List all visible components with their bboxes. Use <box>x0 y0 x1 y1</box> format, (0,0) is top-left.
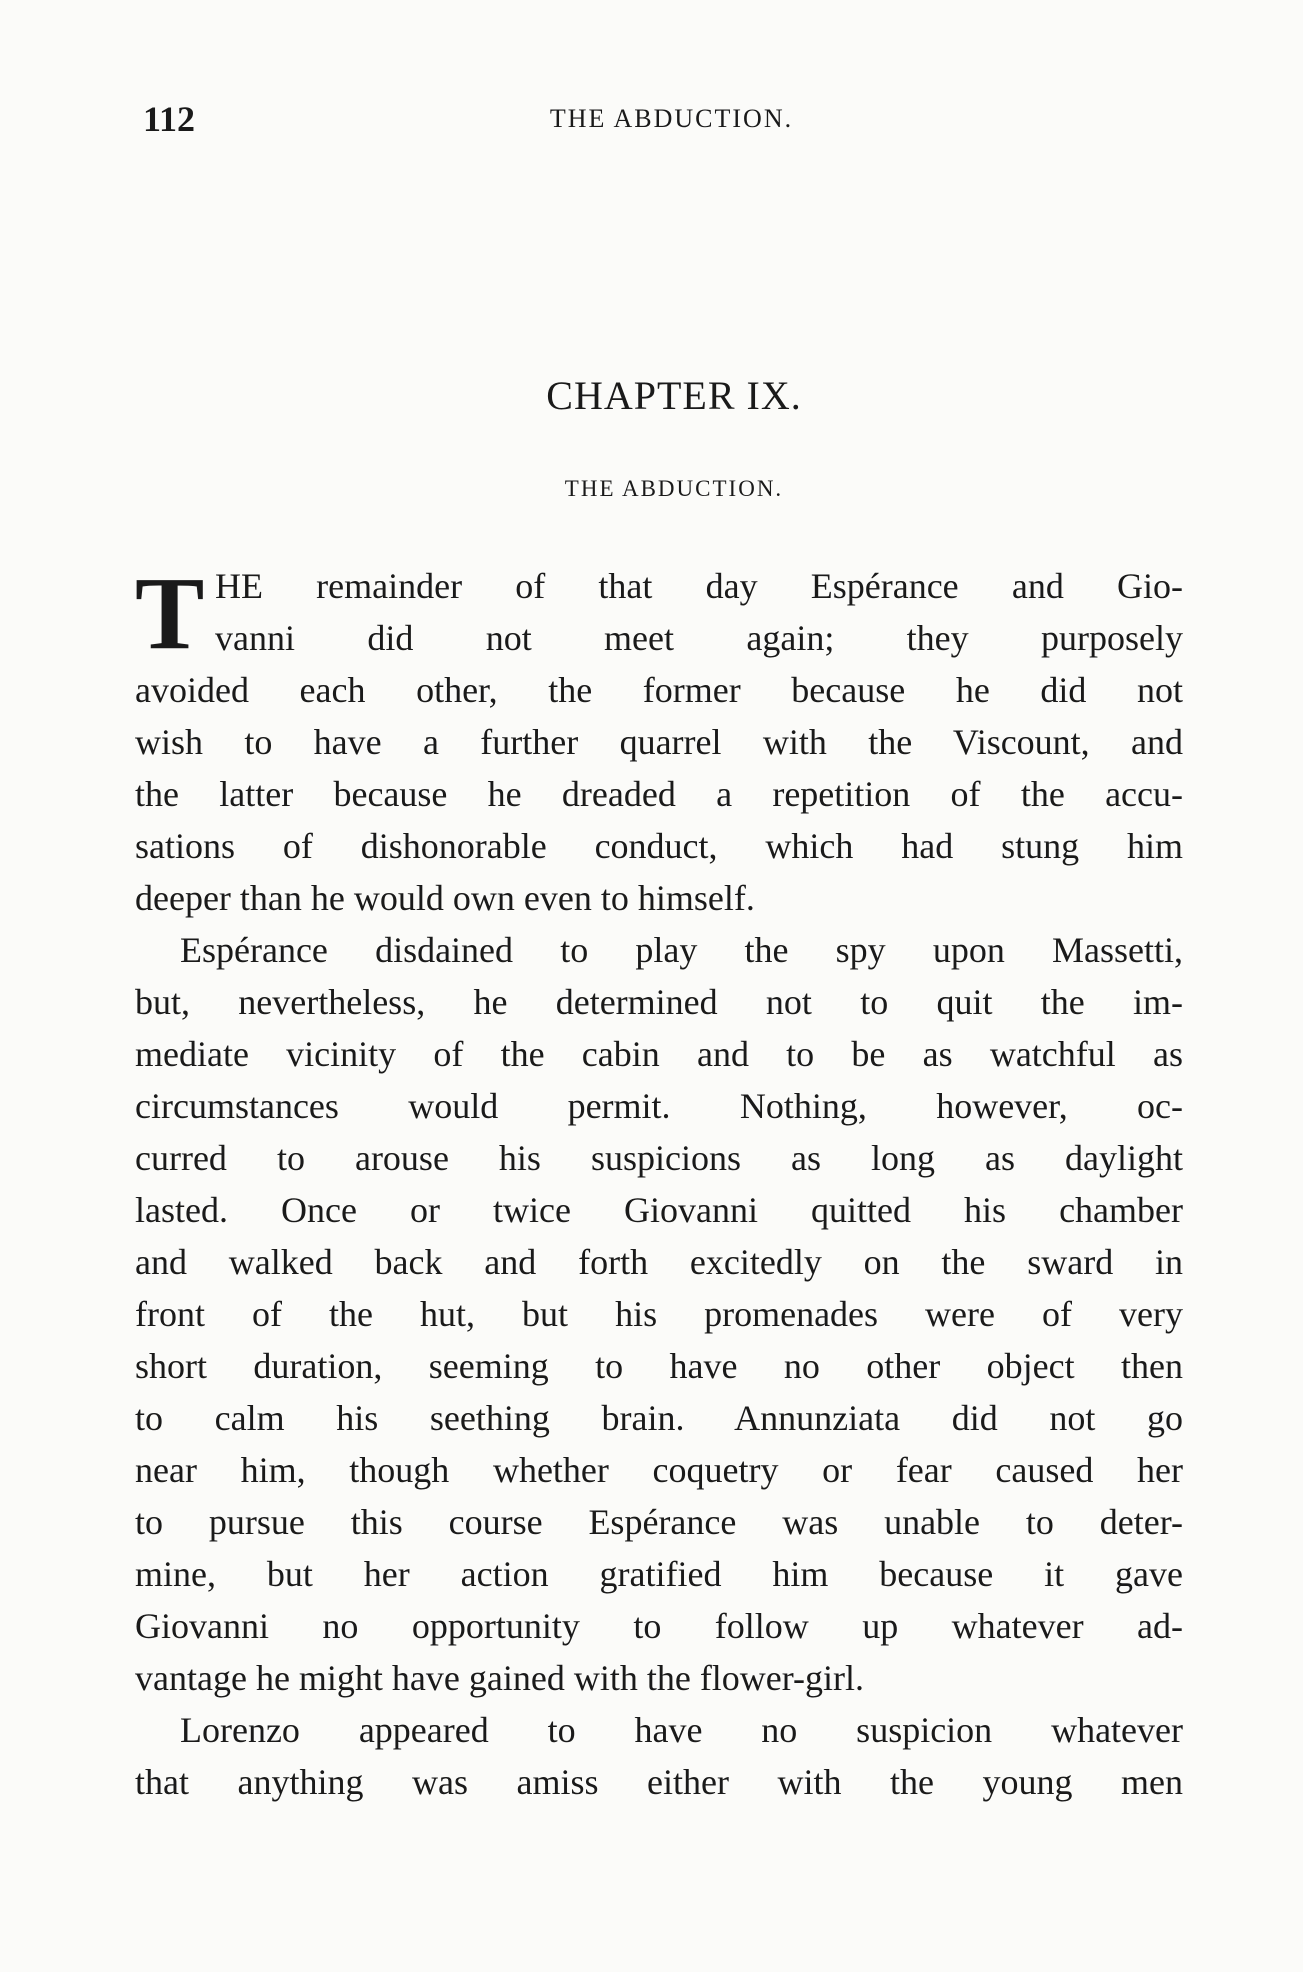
text-line: the latter because he dreaded a repetition of the accu- <box>135 774 1183 814</box>
body-text <box>135 556 1183 1808</box>
text-line: front of the hut, but his promenades were of very <box>135 1294 1183 1334</box>
text-line: curred to arouse his suspicions as long as daylight <box>135 1138 1183 1178</box>
text-line: Giovanni no opportunity to follow up whatever ad- <box>135 1606 1183 1646</box>
text-line: but, nevertheless, he determined not to quit the im- <box>135 982 1183 1022</box>
text-line: and walked back and forth excitedly on the sward in <box>135 1242 1183 1282</box>
text-line: sations of dishonorable conduct, which had stung him <box>135 826 1183 866</box>
text-line: avoided each other, the former because he did not <box>135 670 1183 710</box>
running-head <box>0 98 1303 142</box>
chapter-subtitle: THE ABDUCTION. <box>564 476 784 501</box>
text-line: HE remainder of that day Espérance and Gio- <box>215 566 1183 606</box>
text-line: lasted. Once or twice Giovanni quitted his chamber <box>135 1190 1183 1230</box>
drop-cap: T <box>135 556 205 671</box>
text-line: vanni did not meet again; they purposely <box>215 618 1183 658</box>
page-number: 112 <box>143 99 196 139</box>
text-line: circumstances would permit. Nothing, however, oc- <box>135 1086 1183 1126</box>
text-line: to calm his seething brain. Annunziata did not go <box>135 1398 1183 1438</box>
text-line: mine, but her action gratified him because it gave <box>135 1554 1183 1594</box>
text-line: mediate vicinity of the cabin and to be as watchful as <box>135 1034 1183 1074</box>
text-line: that anything was amiss either with the young men <box>135 1762 1183 1802</box>
running-title: THE ABDUCTION. <box>549 104 794 133</box>
chapter-title: CHAPTER IX. <box>546 373 802 418</box>
text-line: Espérance disdained to play the spy upon Massetti, <box>180 930 1183 970</box>
text-line: near him, though whether coquetry or fear caused her <box>135 1450 1183 1490</box>
text-line: short duration, seeming to have no other object then <box>135 1346 1183 1386</box>
text-line: Lorenzo appeared to have no suspicion whatever <box>180 1710 1183 1750</box>
text-line: to pursue this course Espérance was unable to deter- <box>135 1502 1183 1542</box>
text-line: deeper than he would own even to himself. <box>135 878 755 918</box>
text-line: vantage he might have gained with the flower-girl. <box>135 1658 865 1698</box>
text-line: wish to have a further quarrel with the Viscount, and <box>135 722 1183 762</box>
